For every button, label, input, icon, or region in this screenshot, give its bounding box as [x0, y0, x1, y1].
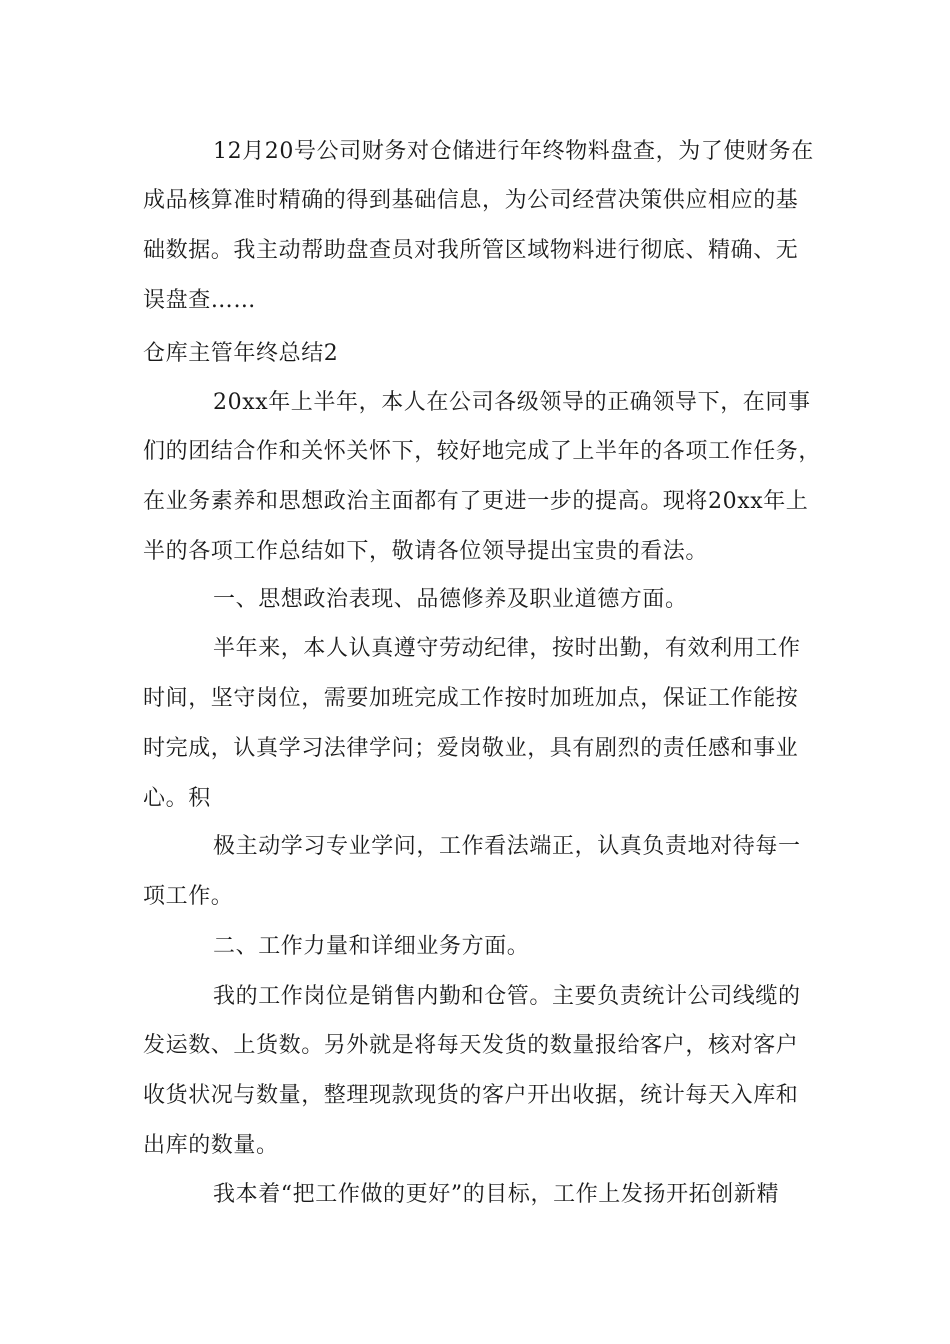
paragraph-line: 我本着“把工作做的更好”的目标，工作上发扬开拓创新精	[213, 1182, 780, 1207]
section-heading: 仓库主管年终总结2	[143, 341, 339, 366]
paragraph-line: 们的团结合作和关怀关怀下，较好地完成了上半年的各项工作任务，	[143, 439, 822, 464]
paragraph-line: 12月20号公司财务对仓储进行年终物料盘查，为了使财务在	[213, 139, 814, 164]
paragraph-line: 收货状况与数量，整理现款现货的客户开出收据，统计每天入库和	[143, 1083, 799, 1108]
paragraph-line: 项工作。	[143, 884, 234, 909]
paragraph-line: 时间，坚守岗位，需要加班完成工作按时加班加点，保证工作能按	[143, 686, 799, 711]
paragraph-line: 时完成，认真学习法律学问；爱岗敬业，具有剧烈的责任感和事业	[143, 736, 799, 761]
paragraph-line: 成品核算准时精确的得到基础信息，为公司经营决策供应相应的基	[143, 188, 799, 213]
paragraph-line: 础数据。我主动帮助盘查员对我所管区域物料进行彻底、精确、无	[143, 238, 799, 263]
paragraph-line: 我的工作岗位是销售内勤和仓管。主要负责统计公司线缆的	[213, 984, 801, 1009]
paragraph-line: 20xx年上半年，本人在公司各级领导的正确领导下，在同事	[213, 390, 811, 415]
paragraph-line: 在业务素养和思想政治主面都有了更进一步的提高。现将20xx年上	[143, 489, 809, 514]
paragraph-line: 误盘查……	[143, 288, 257, 313]
paragraph-line: 极主动学习专业学问，工作看法端正，认真负责地对待每一	[213, 834, 801, 859]
paragraph-line: 半年来，本人认真遵守劳动纪律，按时出勤，有效利用工作	[213, 636, 801, 661]
subheading: 一、思想政治表现、品德修养及职业道德方面。	[213, 587, 688, 612]
paragraph-line: 心。积	[143, 786, 211, 811]
paragraph-line: 半的各项工作总结如下，敬请各位领导提出宝贵的看法。	[143, 539, 709, 564]
paragraph-line: 发运数、上货数。另外就是将每天发货的数量报给客户，核对客户	[143, 1033, 799, 1058]
paragraph-line: 出库的数量。	[143, 1133, 279, 1158]
subheading: 二、工作力量和详细业务方面。	[213, 934, 530, 959]
